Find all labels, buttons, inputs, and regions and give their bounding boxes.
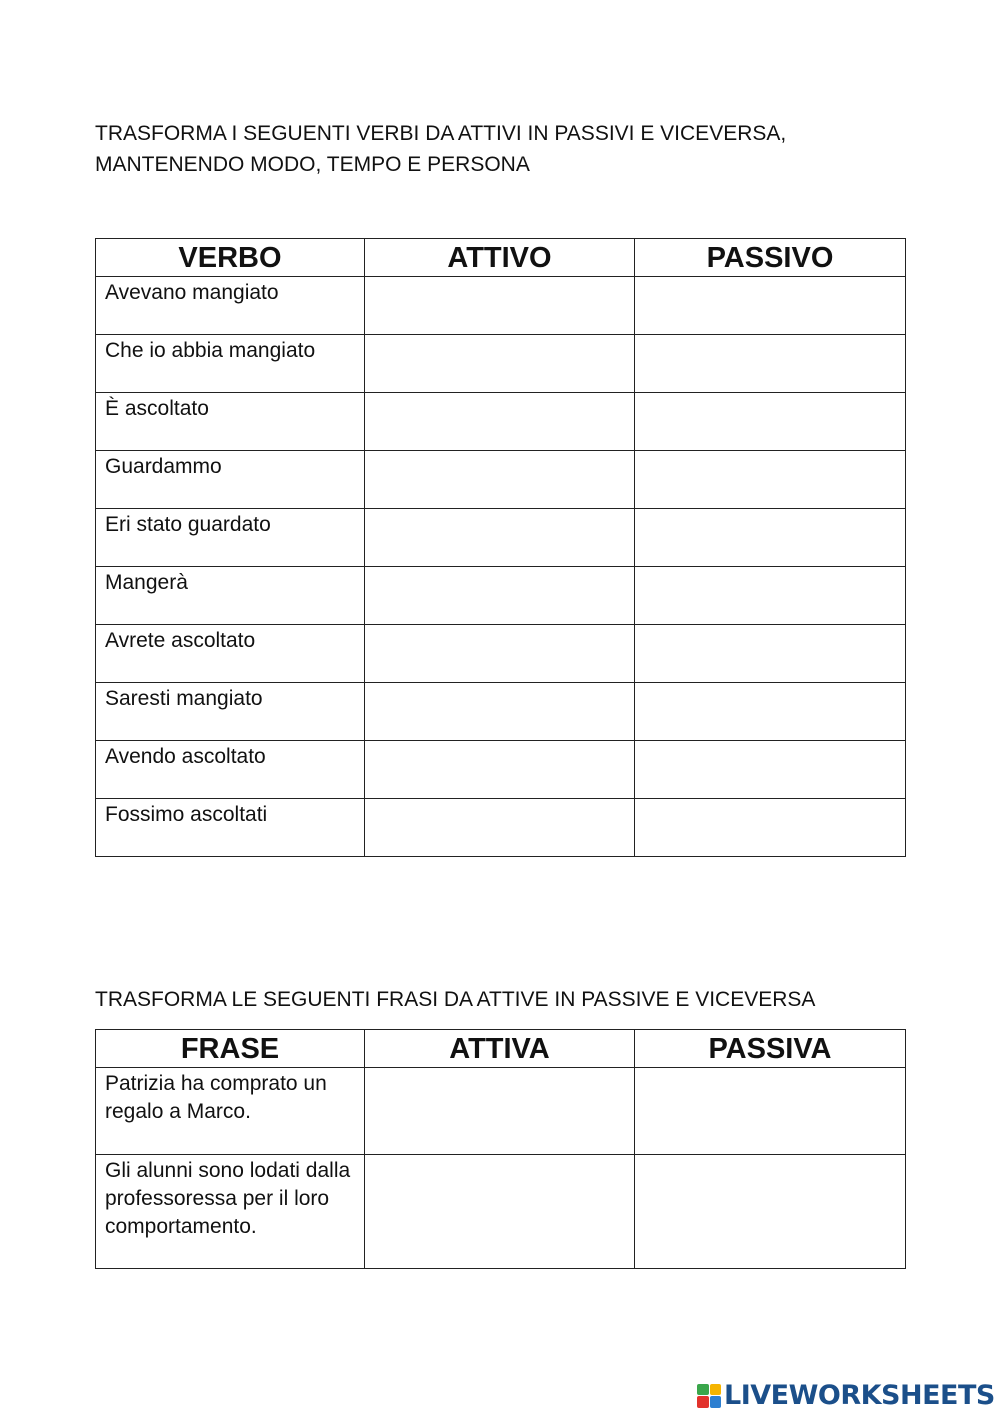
phrase-cell: Gli alunni sono lodati dalla professoressa per il loro comportamento.: [96, 1155, 365, 1269]
active-answer-cell[interactable]: [365, 393, 635, 451]
active-answer-cell[interactable]: [365, 451, 635, 509]
verb-cell: Mangerà: [96, 567, 365, 625]
header-attivo: ATTIVO: [365, 239, 635, 277]
verb-row: [96, 683, 906, 741]
verb-row: [96, 509, 906, 567]
verbs-instructions-line1: TRASFORMA I SEGUENTI VERBI DA ATTIVI IN PASSIVI E VICEVERSA,: [95, 122, 787, 145]
active-phrase-answer-cell[interactable]: [365, 1155, 635, 1269]
verb-cell: Avendo ascoltato: [96, 741, 365, 799]
passive-answer-cell[interactable]: [635, 625, 906, 683]
verbs-header-row: [96, 239, 906, 277]
passive-answer-cell[interactable]: [635, 509, 906, 567]
active-answer-cell[interactable]: [365, 335, 635, 393]
phrase-row: [96, 1068, 906, 1155]
verbs-instructions: [95, 118, 915, 180]
passive-answer-cell[interactable]: [635, 741, 906, 799]
active-answer-cell[interactable]: [365, 567, 635, 625]
verb-cell: Avevano mangiato: [96, 277, 365, 335]
verb-cell: Avrete ascoltato: [96, 625, 365, 683]
header-verbo: VERBO: [96, 239, 365, 277]
header-frase: FRASE: [96, 1030, 365, 1068]
liveworksheets-logo-icon: [697, 1384, 721, 1408]
header-attiva: ATTIVA: [365, 1030, 635, 1068]
verb-row: [96, 567, 906, 625]
phrase-row: [96, 1155, 906, 1269]
header-passivo: PASSIVO: [635, 239, 906, 277]
verb-row: [96, 741, 906, 799]
verb-row: [96, 799, 906, 857]
verb-row: [96, 393, 906, 451]
verb-cell: Guardammo: [96, 451, 365, 509]
verb-row: [96, 335, 906, 393]
phrases-instructions: TRASFORMA LE SEGUENTI FRASI DA ATTIVE IN PASSIVE E VICEVERSA: [95, 988, 816, 1011]
active-answer-cell[interactable]: [365, 277, 635, 335]
active-answer-cell[interactable]: [365, 683, 635, 741]
passive-answer-cell[interactable]: [635, 451, 906, 509]
active-answer-cell[interactable]: [365, 799, 635, 857]
passive-answer-cell[interactable]: [635, 277, 906, 335]
active-answer-cell[interactable]: [365, 509, 635, 567]
verb-row: [96, 451, 906, 509]
verb-cell: Che io abbia mangiato: [96, 335, 365, 393]
verb-cell: Saresti mangiato: [96, 683, 365, 741]
active-phrase-answer-cell[interactable]: [365, 1068, 635, 1155]
verb-row: [96, 625, 906, 683]
phrase-cell: Patrizia ha comprato un regalo a Marco.: [96, 1068, 365, 1155]
passive-answer-cell[interactable]: [635, 393, 906, 451]
liveworksheets-logo: [697, 1380, 995, 1411]
liveworksheets-logo-text: LIVEWORKSHEETS: [724, 1380, 995, 1411]
verb-row: [96, 277, 906, 335]
passive-answer-cell[interactable]: [635, 335, 906, 393]
phrases-header-row: [96, 1030, 906, 1068]
verb-cell: È ascoltato: [96, 393, 365, 451]
passive-phrase-answer-cell[interactable]: [635, 1155, 906, 1269]
verb-cell: Fossimo ascoltati: [96, 799, 365, 857]
logo-square-yellow: [710, 1384, 722, 1396]
active-answer-cell[interactable]: [365, 741, 635, 799]
passive-answer-cell[interactable]: [635, 567, 906, 625]
verbs-instructions-line2: MANTENENDO MODO, TEMPO E PERSONA: [95, 153, 530, 176]
passive-answer-cell[interactable]: [635, 799, 906, 857]
verb-cell: Eri stato guardato: [96, 509, 365, 567]
passive-phrase-answer-cell[interactable]: [635, 1068, 906, 1155]
active-answer-cell[interactable]: [365, 625, 635, 683]
passive-answer-cell[interactable]: [635, 683, 906, 741]
phrases-table: [95, 1029, 906, 1269]
logo-square-green: [697, 1384, 709, 1396]
logo-square-blue: [710, 1396, 722, 1408]
logo-square-red: [697, 1396, 709, 1408]
verbs-table: [95, 238, 906, 857]
header-passiva: PASSIVA: [635, 1030, 906, 1068]
